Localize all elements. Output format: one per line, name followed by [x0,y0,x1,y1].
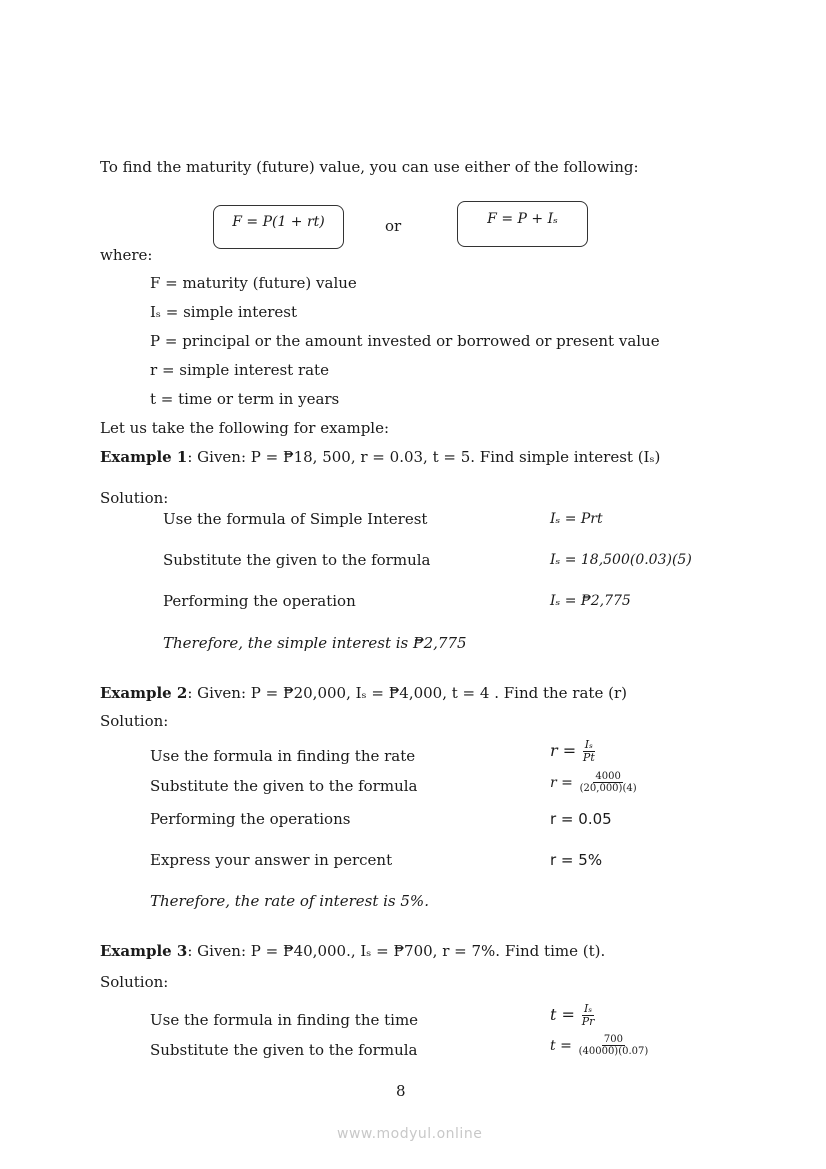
intro-text: To find the maturity (future) value, you can use either of the following: [100,158,639,176]
example-1-step-text: Use the formula of Simple Interest [163,510,428,528]
example-1-given: : Given: P = ₱18, 500, r = 0.03, t = 5. Find simple interest (Iₛ) [187,448,661,466]
definition-item: Iₛ = simple interest [150,303,297,321]
example-3-label: Example 3 [100,942,188,960]
formula-maturity-value: F = P(1 + rt) [232,214,325,230]
example-2-heading [100,684,627,702]
example-1-heading [100,448,660,466]
example-2-given: : Given: P = ₱20,000, Iₛ = ₱4,000, t = 4 . Find the rate (r) [187,684,627,702]
example-2-step-4-text: Express your answer in percent [150,851,393,869]
rate-fraction [578,771,639,795]
fraction-denominator: Pt [582,751,595,765]
solution-label: Solution: [100,489,169,507]
time-fraction [577,1034,651,1058]
example-3-step-2-math [550,1034,650,1058]
fraction-numerator: 4000 [595,771,621,782]
example-1-conclusion: Therefore, the simple interest is ₱2,775 [163,634,467,652]
rate-lhs: r = [550,740,577,760]
example-2-step-2-text: Substitute the given to the formula [150,777,418,795]
solution-label: Solution: [100,712,169,730]
example-1-label: Example 1 [100,448,188,466]
example-2-step-1-text: Use the formula in finding the rate [150,747,416,765]
where-label: where: [100,246,153,264]
example-3-heading [100,942,605,960]
formula-box-1 [213,205,344,249]
time-lhs: t = [550,1037,572,1054]
example-2-label: Example 2 [100,684,188,702]
example-2-step-3-math: r = 0.05 [550,810,612,828]
definition-item: t = time or term in years [150,390,340,408]
solution-label: Solution: [100,973,169,991]
example-2-step-4-math: r = 5% [550,851,603,869]
rate-fraction [581,739,597,765]
time-fraction [580,1003,597,1029]
fraction-numerator: 700 [603,1034,623,1045]
example-2-step-3-text: Performing the operations [150,810,351,828]
lead-in-text: Let us take the following for example: [100,419,390,437]
example-2-conclusion: Therefore, the rate of interest is 5%. [150,892,429,910]
definition-item: r = simple interest rate [150,361,329,379]
fraction-numerator: Iₛ [584,738,593,751]
example-1-step-math: Iₛ = Prt [550,511,603,527]
time-lhs: t = [550,1004,575,1024]
fraction-denominator: (20,000)(4) [579,783,637,794]
watermark: www.modyul.online [337,1126,483,1142]
formula-box-2 [457,201,588,247]
definition-item: P = principal or the amount invested or borrowed or present value [150,332,660,350]
example-3-step-1-math [550,1003,596,1029]
example-1-step-text: Performing the operation [163,592,356,610]
example-2-step-1-math [550,739,597,765]
example-1-step-math: Iₛ = 18,500(0.03)(5) [550,552,692,568]
example-3-given: : Given: P = ₱40,000., Iₛ = ₱700, r = 7%. Find time (t). [187,942,606,960]
example-1-step-math: Iₛ = ₱2,775 [550,593,631,609]
example-1-step-text: Substitute the given to the formula [163,551,431,569]
rate-lhs: r = [550,774,573,791]
example-3-step-2-text: Substitute the given to the formula [150,1041,418,1059]
example-3-step-1-text: Use the formula in finding the time [150,1011,419,1029]
definition-item: F = maturity (future) value [150,274,357,292]
fraction-numerator: Iₛ [584,1002,593,1015]
example-2-step-2-math [550,771,639,795]
or-label: or [385,217,402,235]
fraction-denominator: (40000)(0.07) [578,1046,649,1057]
formula-principal-plus-interest: F = P + Iₛ [487,211,558,227]
page-number: 8 [396,1082,406,1100]
fraction-denominator: Pr [581,1015,595,1029]
